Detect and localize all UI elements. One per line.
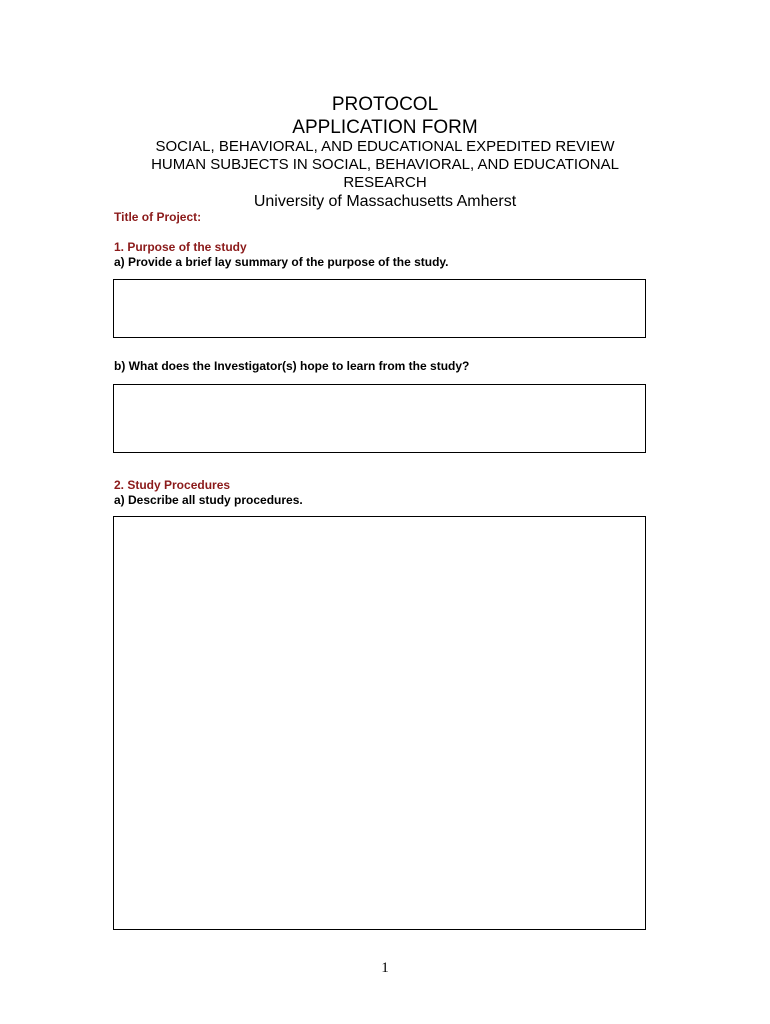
answer-1b-textbox[interactable] xyxy=(113,384,646,453)
answer-1a-textbox[interactable] xyxy=(113,279,646,338)
form-subtitle-human-subjects: HUMAN SUBJECTS IN SOCIAL, BEHAVIORAL, AND EDUCATIONAL xyxy=(151,156,619,173)
university-name: University of Massachusetts Amherst xyxy=(253,193,517,210)
question-2a-label: a) Describe all study procedures. xyxy=(114,493,303,507)
answer-2a-textbox[interactable] xyxy=(113,516,646,930)
question-1a-label: a) Provide a brief lay summary of the purpose of the study. xyxy=(114,255,449,269)
form-title-protocol: PROTOCOL xyxy=(331,94,439,115)
section-2-heading: 2. Study Procedures xyxy=(114,478,231,492)
form-subtitle-review: SOCIAL, BEHAVIORAL, AND EDUCATIONAL EXPEDITED REVIEW xyxy=(155,138,615,155)
form-subtitle-research: RESEARCH xyxy=(343,174,427,191)
section-1-heading: 1. Purpose of the study xyxy=(114,240,247,254)
form-title-application: APPLICATION FORM xyxy=(292,117,478,138)
title-of-project-label: Title of Project: xyxy=(114,210,202,224)
question-1b-label: b) What does the Investigator(s) hope to learn from the study? xyxy=(114,359,470,373)
page-number: 1 xyxy=(381,960,389,976)
